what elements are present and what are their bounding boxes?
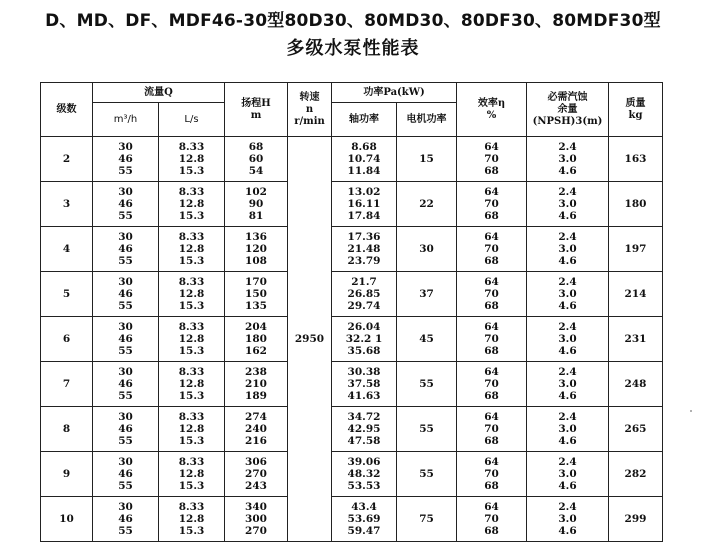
table-row: [41, 452, 663, 497]
table-row: [41, 407, 663, 452]
header-speed: 转速 n r/min: [288, 83, 332, 137]
table-row: [41, 362, 663, 407]
npsh-value: 4.6: [558, 525, 577, 538]
flow-m3h-value: 55: [118, 255, 133, 268]
shaft-power-value: 34.72: [347, 410, 381, 423]
flow-m3h-value: 30: [118, 275, 133, 288]
motor-power-value: 30: [419, 243, 434, 255]
shaft-power-value: 35.68: [347, 345, 381, 358]
flow-m3h-value: 55: [118, 345, 133, 358]
shaft-power-value: 23.79: [347, 255, 381, 268]
efficiency-value: 70: [484, 197, 499, 210]
head-m-value: 60: [248, 152, 264, 165]
flow-m3h-value: 55: [118, 435, 133, 448]
header-npsh: 必需汽蚀 余量 (NPSH)3(m): [527, 83, 609, 137]
mass-kg: [609, 317, 663, 362]
header-head: 扬程H m: [225, 83, 288, 137]
npsh-value: 3.0: [558, 152, 577, 165]
flow-m3h: [93, 452, 159, 497]
flow-m3h: [93, 227, 159, 272]
shaft-power: [332, 452, 397, 497]
flow-ls-value: 8.33: [178, 500, 205, 513]
shaft-power-value: 11.84: [347, 165, 381, 178]
flow-ls-value: 12.8: [178, 377, 205, 390]
head-m-value: 274: [245, 410, 267, 423]
head-m-value: 162: [245, 345, 267, 358]
mass-kg-value: 163: [624, 153, 647, 165]
head-m: [225, 272, 288, 317]
document-subtitle: 多级水泵性能表: [286, 38, 420, 59]
table-row: [41, 182, 663, 227]
flow-m3h-value: 30: [118, 320, 133, 333]
stage-count: [41, 452, 93, 497]
flow-ls-value: 8.33: [178, 410, 205, 423]
flow-m3h-value: 46: [118, 152, 133, 165]
mass-kg-value: 248: [624, 378, 647, 390]
efficiency-value: 68: [484, 345, 499, 358]
motor-power-value: 75: [419, 513, 434, 525]
flow-m3h: [93, 272, 159, 317]
motor-power-value: 15: [419, 153, 434, 165]
mass-kg: [609, 272, 663, 317]
flow-m3h-value: 46: [118, 377, 133, 390]
flow-ls-value: 15.3: [178, 300, 205, 313]
flow-m3h-value: 46: [118, 467, 133, 480]
efficiency-value: 64: [484, 455, 499, 468]
npsh-value: 3.0: [558, 287, 577, 300]
flow-ls-value: 12.8: [178, 467, 205, 480]
efficiency: [457, 272, 527, 317]
npsh: [527, 452, 609, 497]
npsh-value: 3.0: [558, 512, 577, 525]
head-m-value: 108: [245, 255, 267, 268]
speed-rpm-value: 2950: [294, 333, 325, 345]
head-m: [225, 452, 288, 497]
header-level: 级数: [41, 83, 93, 137]
efficiency-value: 64: [484, 275, 499, 288]
table-row: [41, 497, 663, 542]
mass-kg-value: 231: [624, 333, 647, 345]
npsh: [527, 362, 609, 407]
flow-m3h-value: 46: [118, 422, 133, 435]
efficiency: [457, 452, 527, 497]
table-row: [41, 317, 663, 362]
mass-kg: [609, 362, 663, 407]
header-mass: 质量 kg: [609, 83, 663, 137]
flow-m3h-value: 46: [118, 242, 133, 255]
flow-ls-value: 8.33: [178, 365, 205, 378]
motor-power-value: 55: [419, 378, 434, 390]
flow-m3h: [93, 182, 159, 227]
shaft-power: [332, 317, 397, 362]
header-shaft-power: 轴功率: [332, 103, 397, 137]
head-m: [225, 182, 288, 227]
mass-kg-value: 214: [624, 288, 647, 300]
stage-count-value: 3: [62, 198, 71, 210]
efficiency-value: 68: [484, 210, 499, 223]
stage-count: [41, 362, 93, 407]
stage-count-value: 2: [62, 153, 71, 165]
head-m-value: 210: [245, 377, 267, 390]
header-power: 功率Pa(kW): [332, 83, 457, 103]
flow-ls-value: 15.3: [178, 345, 205, 358]
motor-power-value: 45: [419, 333, 434, 345]
efficiency-value: 64: [484, 365, 499, 378]
npsh-value: 2.4: [558, 455, 577, 468]
npsh: [527, 497, 609, 542]
stage-count-value: 7: [62, 378, 71, 390]
head-m-value: 150: [245, 287, 267, 300]
flow-ls-value: 15.3: [178, 435, 205, 448]
npsh: [527, 137, 609, 182]
efficiency-value: 70: [484, 422, 499, 435]
mass-kg: [609, 137, 663, 182]
flow-ls-value: 8.33: [178, 185, 205, 198]
efficiency-value: 70: [484, 377, 499, 390]
stage-count-value: 6: [62, 333, 71, 345]
npsh-value: 4.6: [558, 210, 577, 223]
table-row: [41, 227, 663, 272]
motor-power: [397, 497, 457, 542]
npsh-value: 2.4: [558, 500, 577, 513]
motor-power: [397, 137, 457, 182]
motor-power: [397, 182, 457, 227]
shaft-power-value: 17.84: [347, 210, 381, 223]
flow-m3h-value: 30: [118, 410, 133, 423]
flow-m3h-value: 55: [118, 165, 133, 178]
efficiency-value: 64: [484, 320, 499, 333]
flow-m3h-value: 30: [118, 140, 133, 153]
stage-count: [41, 317, 93, 362]
npsh-value: 3.0: [558, 242, 577, 255]
npsh: [527, 407, 609, 452]
efficiency-value: 70: [484, 332, 499, 345]
flow-m3h: [93, 317, 159, 362]
efficiency-value: 70: [484, 287, 499, 300]
npsh-value: 2.4: [558, 365, 577, 378]
flow-m3h-value: 46: [118, 197, 133, 210]
flow-ls: [159, 452, 225, 497]
header-flow: 流量Q: [93, 83, 225, 103]
head-m-value: 120: [245, 242, 267, 255]
flow-ls-value: 8.33: [178, 320, 205, 333]
npsh-value: 4.6: [558, 165, 577, 178]
npsh-value: 4.6: [558, 255, 577, 268]
npsh-value: 3.0: [558, 377, 577, 390]
head-m: [225, 497, 288, 542]
head-m-value: 102: [245, 185, 267, 198]
npsh-value: 4.6: [558, 435, 577, 448]
table-body: [41, 137, 663, 542]
efficiency-value: 68: [484, 525, 499, 538]
table-row: [41, 272, 663, 317]
npsh-value: 2.4: [558, 230, 577, 243]
flow-ls-value: 12.8: [178, 242, 205, 255]
motor-power-value: 37: [419, 288, 434, 300]
npsh-value: 3.0: [558, 422, 577, 435]
npsh-value: 4.6: [558, 345, 577, 358]
header-motor-power: 电机功率: [397, 103, 457, 137]
shaft-power-value: 13.02: [347, 185, 381, 198]
mass-kg-value: 265: [624, 423, 647, 435]
flow-m3h-value: 55: [118, 480, 133, 493]
flow-m3h-value: 55: [118, 390, 133, 403]
npsh-value: 3.0: [558, 197, 577, 210]
mass-kg-value: 299: [624, 513, 647, 525]
head-m: [225, 317, 288, 362]
flow-ls: [159, 137, 225, 182]
shaft-power: [332, 272, 397, 317]
shaft-power-value: 10.74: [347, 152, 381, 165]
stage-count-value: 8: [62, 423, 71, 435]
efficiency-value: 68: [484, 255, 499, 268]
efficiency-value: 68: [484, 165, 499, 178]
efficiency: [457, 182, 527, 227]
head-m-value: 306: [245, 455, 267, 468]
speed-rpm: [288, 137, 332, 542]
shaft-power: [332, 497, 397, 542]
motor-power: [397, 362, 457, 407]
stage-count-value: 9: [62, 468, 71, 480]
flow-m3h: [93, 137, 159, 182]
shaft-power-value: 53.53: [347, 480, 381, 493]
efficiency-value: 64: [484, 230, 499, 243]
shaft-power-value: 37.58: [347, 377, 381, 390]
motor-power: [397, 452, 457, 497]
motor-power-value: 55: [419, 468, 434, 480]
mass-kg: [609, 497, 663, 542]
head-m-value: 204: [245, 320, 267, 333]
npsh-value: 2.4: [558, 275, 577, 288]
efficiency-value: 64: [484, 500, 499, 513]
head-m-value: 270: [245, 467, 267, 480]
efficiency-value: 70: [484, 152, 499, 165]
flow-ls: [159, 362, 225, 407]
efficiency: [457, 137, 527, 182]
flow-ls: [159, 407, 225, 452]
mass-kg: [609, 182, 663, 227]
shaft-power-value: 53.69: [347, 512, 381, 525]
flow-m3h-value: 30: [118, 500, 133, 513]
flow-ls-value: 15.3: [178, 390, 205, 403]
flow-m3h: [93, 362, 159, 407]
head-m-value: 216: [245, 435, 267, 448]
flow-ls-value: 12.8: [178, 332, 205, 345]
npsh-value: 4.6: [558, 390, 577, 403]
npsh: [527, 272, 609, 317]
flow-ls: [159, 182, 225, 227]
flow-ls-value: 12.8: [178, 152, 205, 165]
shaft-power-value: 21.48: [347, 242, 381, 255]
npsh-value: 2.4: [558, 185, 577, 198]
flow-ls-value: 12.8: [178, 512, 205, 525]
stage-count-value: 10: [59, 513, 74, 525]
mass-kg-value: 282: [624, 468, 647, 480]
motor-power: [397, 317, 457, 362]
head-m: [225, 227, 288, 272]
head-m-value: 300: [245, 512, 267, 525]
motor-power-value: 22: [419, 198, 434, 210]
shaft-power-value: 30.38: [347, 365, 381, 378]
efficiency-value: 70: [484, 512, 499, 525]
flow-ls-value: 15.3: [178, 480, 205, 493]
stage-count-value: 5: [62, 288, 71, 300]
motor-power: [397, 227, 457, 272]
efficiency-value: 64: [484, 140, 499, 153]
header-flow-ls: L/s: [159, 103, 225, 137]
flow-ls: [159, 497, 225, 542]
npsh-value: 2.4: [558, 320, 577, 333]
shaft-power-value: 21.7: [351, 275, 377, 288]
head-m-value: 240: [245, 422, 267, 435]
head-m: [225, 407, 288, 452]
head-m-value: 340: [245, 500, 267, 513]
shaft-power: [332, 137, 397, 182]
motor-power: [397, 272, 457, 317]
flow-m3h-value: 30: [118, 365, 133, 378]
flow-ls-value: 8.33: [178, 230, 205, 243]
shaft-power-value: 43.4: [351, 500, 377, 513]
flow-ls-value: 15.3: [178, 525, 205, 538]
flow-m3h-value: 55: [118, 210, 133, 223]
efficiency-value: 70: [484, 242, 499, 255]
mass-kg-value: 197: [624, 243, 647, 255]
document-title: D、MD、DF、MDF46-30型80D30、80MD30、80DF30、80MDF30型: [45, 11, 661, 31]
stage-count: [41, 272, 93, 317]
flow-ls-value: 15.3: [178, 255, 205, 268]
flow-ls-value: 15.3: [178, 210, 205, 223]
motor-power: [397, 407, 457, 452]
table-header: [41, 83, 663, 137]
head-m-value: 135: [245, 300, 267, 313]
flow-m3h-value: 30: [118, 230, 133, 243]
shaft-power: [332, 227, 397, 272]
head-m-value: 270: [245, 525, 267, 538]
header-flow-m3h: m³/h: [93, 103, 159, 137]
efficiency-value: 70: [484, 467, 499, 480]
efficiency: [457, 407, 527, 452]
efficiency-value: 64: [484, 410, 499, 423]
shaft-power-value: 32.2 1: [345, 332, 383, 345]
shaft-power-value: 41.63: [347, 390, 381, 403]
mass-kg: [609, 227, 663, 272]
head-m-value: 136: [245, 230, 267, 243]
flow-m3h: [93, 407, 159, 452]
head-m: [225, 137, 288, 182]
shaft-power: [332, 407, 397, 452]
npsh: [527, 182, 609, 227]
stage-count: [41, 497, 93, 542]
head-m-value: 90: [248, 197, 264, 210]
npsh-value: 3.0: [558, 467, 577, 480]
shaft-power-value: 47.58: [347, 435, 381, 448]
npsh-value: 2.4: [558, 410, 577, 423]
efficiency-value: 68: [484, 480, 499, 493]
head-m-value: 180: [245, 332, 267, 345]
npsh-value: 2.4: [558, 140, 577, 153]
flow-m3h-value: 46: [118, 332, 133, 345]
head-m-value: 243: [245, 480, 267, 493]
shaft-power-value: 16.11: [347, 197, 381, 210]
flow-m3h-value: 55: [118, 300, 133, 313]
efficiency: [457, 497, 527, 542]
head-m-value: 238: [245, 365, 267, 378]
flow-ls-value: 8.33: [178, 140, 205, 153]
shaft-power-value: 39.06: [347, 455, 381, 468]
npsh: [527, 227, 609, 272]
shaft-power-value: 42.95: [347, 422, 381, 435]
flow-ls: [159, 317, 225, 362]
npsh: [527, 317, 609, 362]
head-m-value: 81: [248, 210, 264, 223]
flow-ls-value: 8.33: [178, 455, 205, 468]
npsh-value: 4.6: [558, 480, 577, 493]
npsh-value: 4.6: [558, 300, 577, 313]
shaft-power-value: 29.74: [347, 300, 381, 313]
efficiency-value: 68: [484, 390, 499, 403]
mass-kg: [609, 452, 663, 497]
motor-power-value: 55: [419, 423, 434, 435]
stage-count: [41, 137, 93, 182]
flow-m3h-value: 55: [118, 525, 133, 538]
shaft-power: [332, 362, 397, 407]
efficiency: [457, 317, 527, 362]
flow-m3h-value: 30: [118, 455, 133, 468]
scan-speck: [690, 410, 692, 412]
mass-kg: [609, 407, 663, 452]
efficiency-value: 68: [484, 300, 499, 313]
flow-ls-value: 12.8: [178, 197, 205, 210]
head-m-value: 54: [248, 165, 264, 178]
head-m-value: 170: [245, 275, 267, 288]
flow-ls: [159, 272, 225, 317]
shaft-power-value: 59.47: [347, 525, 381, 538]
stage-count: [41, 182, 93, 227]
flow-ls-value: 12.8: [178, 422, 205, 435]
flow-m3h-value: 30: [118, 185, 133, 198]
stage-count-value: 4: [62, 243, 71, 255]
flow-ls: [159, 227, 225, 272]
shaft-power: [332, 182, 397, 227]
efficiency: [457, 227, 527, 272]
head-m-value: 189: [245, 390, 267, 403]
efficiency-value: 64: [484, 185, 499, 198]
header-efficiency: 效率η %: [457, 83, 527, 137]
flow-ls-value: 12.8: [178, 287, 205, 300]
npsh-value: 3.0: [558, 332, 577, 345]
shaft-power-value: 26.04: [347, 320, 381, 333]
stage-count: [41, 227, 93, 272]
shaft-power-value: 17.36: [347, 230, 381, 243]
shaft-power-value: 8.68: [351, 140, 377, 153]
head-m-value: 68: [248, 140, 264, 153]
flow-m3h-value: 46: [118, 287, 133, 300]
efficiency-value: 68: [484, 435, 499, 448]
flow-ls-value: 15.3: [178, 165, 205, 178]
flow-m3h-value: 46: [118, 512, 133, 525]
flow-m3h: [93, 497, 159, 542]
efficiency: [457, 362, 527, 407]
shaft-power-value: 26.85: [347, 287, 381, 300]
shaft-power-value: 48.32: [347, 467, 381, 480]
mass-kg-value: 180: [624, 198, 647, 210]
table-row: [41, 137, 663, 182]
stage-count: [41, 407, 93, 452]
pump-performance-table: [40, 82, 663, 542]
flow-ls-value: 8.33: [178, 275, 205, 288]
head-m: [225, 362, 288, 407]
